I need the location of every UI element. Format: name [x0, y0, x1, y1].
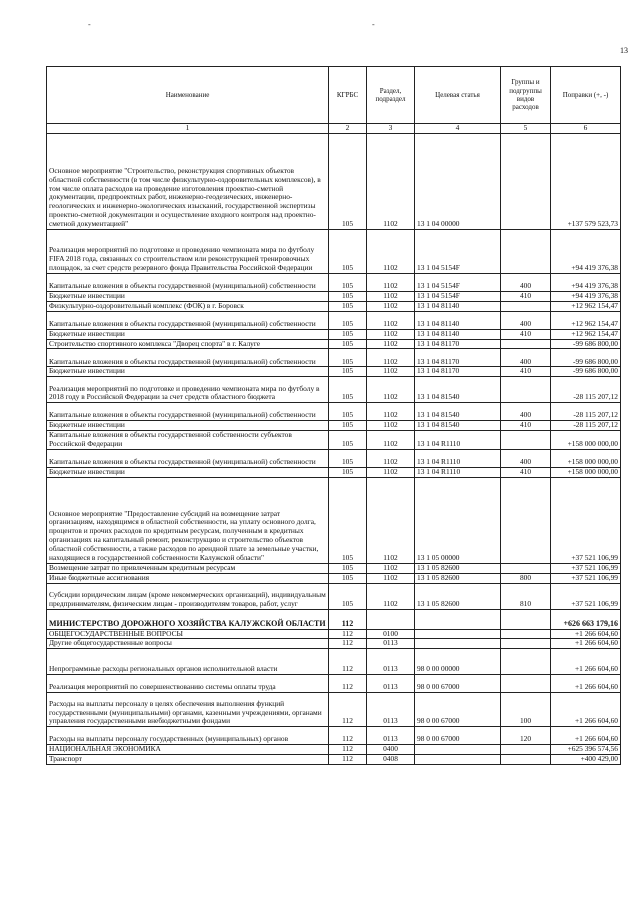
row-csr: 98 0 00 67000 [415, 727, 501, 745]
row-vr [501, 229, 551, 273]
row-amount: +12 962 154,47 [551, 329, 621, 339]
row-vr [501, 675, 551, 693]
table-body [47, 133, 621, 764]
row-amount: +1 266 604,60 [551, 693, 621, 727]
table-row [47, 377, 621, 403]
row-section: 1102 [367, 291, 415, 301]
row-vr: 410 [501, 467, 551, 477]
row-name: Капитальные вложения в объекты государственной (муниципальной) собственности [47, 273, 329, 291]
row-csr: 98 0 00 00000 [415, 649, 501, 675]
row-kgrbs: 105 [329, 403, 367, 421]
row-name: Реализация мероприятий по совершенствованию системы оплаты труда [47, 675, 329, 693]
row-csr: 13 1 04 R1110 [415, 431, 501, 450]
row-vr: 410 [501, 329, 551, 339]
row-section: 0100 [367, 629, 415, 639]
row-vr: 400 [501, 311, 551, 329]
header-amount: Поправки (+, -) [551, 67, 621, 124]
row-amount: -28 115 207,12 [551, 403, 621, 421]
table-row [47, 301, 621, 311]
row-name: Капитальные вложения в объекты государственной (муниципальной) собственности [47, 403, 329, 421]
header-section: Раздел, подраздел [367, 67, 415, 124]
table-header-row [47, 67, 621, 124]
row-kgrbs: 112 [329, 755, 367, 765]
header-name: Наименование [47, 67, 329, 124]
row-name: Иные бюджетные ассигнования [47, 573, 329, 583]
row-kgrbs: 105 [329, 339, 367, 349]
row-vr [501, 377, 551, 403]
row-kgrbs: 105 [329, 583, 367, 609]
row-csr: 13 1 04 81140 [415, 329, 501, 339]
row-name: ОБЩЕГОСУДАРСТВЕННЫЕ ВОПРОСЫ [47, 629, 329, 639]
row-amount: -28 115 207,12 [551, 421, 621, 431]
row-name: Другие общегосударственные вопросы [47, 639, 329, 649]
row-name: НАЦИОНАЛЬНАЯ ЭКОНОМИКА [47, 745, 329, 755]
row-section: 1102 [367, 349, 415, 367]
row-vr: 120 [501, 727, 551, 745]
column-number: 6 [551, 124, 621, 134]
row-name: Непрограммные расходы региональных органов исполнительной власти [47, 649, 329, 675]
row-kgrbs: 105 [329, 449, 367, 467]
column-number: 3 [367, 124, 415, 134]
row-csr [415, 755, 501, 765]
page-number: 13 [620, 46, 628, 55]
row-csr: 13 1 04 5154F [415, 273, 501, 291]
row-csr: 13 1 04 81140 [415, 301, 501, 311]
table-row [47, 431, 621, 450]
row-name: Строительство спортивного комплекса "Дворец спорта" в г. Калуге [47, 339, 329, 349]
table-row [47, 329, 621, 339]
header-csr: Целевая статья [415, 67, 501, 124]
row-amount: +625 396 574,56 [551, 745, 621, 755]
row-name: Основное мероприятие "Предоставление субсидий на возмещение затрат организациям, находящимся в областной собственности, на уплату основного долга, процентов и прочих расходов по кредитным ресурсам, полученным в кредитных организациях на капитальный ремонт, реконструкцию и строительство объектов областной собственности, а также расходов по арендной плате за земельные участки, находящиеся в государственной собственности Калужской области" [47, 477, 329, 563]
table-row [47, 403, 621, 421]
row-csr: 13 1 05 00000 [415, 477, 501, 563]
row-csr: 13 1 04 81170 [415, 349, 501, 367]
row-section: 1102 [367, 467, 415, 477]
row-amount: +37 521 106,99 [551, 573, 621, 583]
row-section: 1102 [367, 133, 415, 229]
row-kgrbs: 105 [329, 301, 367, 311]
table-row [47, 311, 621, 329]
row-amount: +94 419 376,38 [551, 291, 621, 301]
row-section: 1102 [367, 301, 415, 311]
row-section: 0113 [367, 693, 415, 727]
row-kgrbs: 112 [329, 639, 367, 649]
row-section: 1102 [367, 449, 415, 467]
row-vr [501, 745, 551, 755]
row-amount: +158 000 000,00 [551, 431, 621, 450]
row-vr [501, 609, 551, 629]
row-csr: 98 0 00 67000 [415, 693, 501, 727]
row-vr [501, 639, 551, 649]
row-vr [501, 755, 551, 765]
row-kgrbs: 105 [329, 431, 367, 450]
row-csr: 13 1 04 00000 [415, 133, 501, 229]
row-name: Бюджетные инвестиции [47, 421, 329, 431]
row-name: Бюджетные инвестиции [47, 367, 329, 377]
column-number: 2 [329, 124, 367, 134]
row-amount: +37 521 106,99 [551, 583, 621, 609]
row-section: 0113 [367, 727, 415, 745]
row-csr [415, 745, 501, 755]
row-amount: +12 962 154,47 [551, 311, 621, 329]
scan-mark: - [88, 20, 91, 29]
row-amount: +94 419 376,38 [551, 229, 621, 273]
table-row [47, 367, 621, 377]
table-row [47, 563, 621, 573]
row-kgrbs: 105 [329, 349, 367, 367]
row-csr: 98 0 00 67000 [415, 675, 501, 693]
table-row [47, 467, 621, 477]
row-name: Возмещение затрат по привлеченным кредитным ресурсам [47, 563, 329, 573]
row-vr: 410 [501, 367, 551, 377]
row-name: Физкультурно-оздоровительный комплекс (ФОК) в г. Боровск [47, 301, 329, 311]
table-row [47, 755, 621, 765]
row-section: 0113 [367, 675, 415, 693]
row-name: Бюджетные инвестиции [47, 291, 329, 301]
row-kgrbs: 112 [329, 693, 367, 727]
row-amount: +626 663 179,16 [551, 609, 621, 629]
row-csr [415, 639, 501, 649]
row-section: 1102 [367, 229, 415, 273]
row-section: 0408 [367, 755, 415, 765]
row-kgrbs: 105 [329, 291, 367, 301]
row-section: 0400 [367, 745, 415, 755]
row-name: Реализация мероприятий по подготовке и проведению чемпионата мира по футболу в 2018 году в Российской Федерации за счет средств областного бюджета [47, 377, 329, 403]
table-row [47, 727, 621, 745]
row-csr: 13 1 04 81170 [415, 367, 501, 377]
row-vr [501, 133, 551, 229]
table-row [47, 639, 621, 649]
row-csr: 13 1 04 81540 [415, 377, 501, 403]
column-number: 1 [47, 124, 329, 134]
row-section: 1102 [367, 477, 415, 563]
row-vr: 400 [501, 403, 551, 421]
row-vr: 410 [501, 291, 551, 301]
row-csr: 13 1 04 5154F [415, 291, 501, 301]
table-row [47, 573, 621, 583]
row-csr: 13 1 04 5154F [415, 229, 501, 273]
row-amount: -99 686 800,00 [551, 349, 621, 367]
row-amount: +400 429,00 [551, 755, 621, 765]
header-kgrbs: КГРБС [329, 67, 367, 124]
row-kgrbs: 105 [329, 573, 367, 583]
row-vr: 810 [501, 583, 551, 609]
row-section: 1102 [367, 339, 415, 349]
row-kgrbs: 105 [329, 229, 367, 273]
row-section: 0113 [367, 649, 415, 675]
row-vr: 400 [501, 273, 551, 291]
row-name: Транспорт [47, 755, 329, 765]
row-kgrbs: 105 [329, 133, 367, 229]
row-section: 1102 [367, 367, 415, 377]
row-vr [501, 431, 551, 450]
row-vr [501, 339, 551, 349]
table-row [47, 349, 621, 367]
row-name: Капитальные вложения в объекты государственной (муниципальной) собственности [47, 349, 329, 367]
column-number: 4 [415, 124, 501, 134]
row-name: Капитальные вложения в объекты государственной собственности субъектов Российской Федерации [47, 431, 329, 450]
row-section: 1102 [367, 431, 415, 450]
row-amount: +137 579 523,73 [551, 133, 621, 229]
table-row [47, 675, 621, 693]
row-csr: 13 1 05 82600 [415, 573, 501, 583]
row-vr [501, 649, 551, 675]
row-section: 1102 [367, 573, 415, 583]
table-row [47, 649, 621, 675]
row-csr [415, 629, 501, 639]
row-csr: 13 1 04 R1110 [415, 449, 501, 467]
row-csr: 13 1 05 82600 [415, 583, 501, 609]
table-row [47, 583, 621, 609]
table-row [47, 477, 621, 563]
row-amount: +37 521 106,99 [551, 563, 621, 573]
row-csr [415, 609, 501, 629]
row-csr: 13 1 05 82600 [415, 563, 501, 573]
row-vr: 100 [501, 693, 551, 727]
row-csr: 13 1 04 R1110 [415, 467, 501, 477]
row-section: 1102 [367, 421, 415, 431]
table-row [47, 273, 621, 291]
row-kgrbs: 105 [329, 273, 367, 291]
column-number-row [47, 124, 621, 134]
table-row [47, 745, 621, 755]
budget-amendments-table [46, 66, 621, 765]
row-kgrbs: 105 [329, 329, 367, 339]
row-kgrbs: 105 [329, 311, 367, 329]
row-kgrbs: 105 [329, 377, 367, 403]
row-amount: +158 000 000,00 [551, 449, 621, 467]
row-section [367, 609, 415, 629]
row-csr: 13 1 04 81170 [415, 339, 501, 349]
row-kgrbs: 112 [329, 649, 367, 675]
row-amount: +12 962 154,47 [551, 301, 621, 311]
scan-mark: - [372, 20, 375, 29]
table-row [47, 133, 621, 229]
row-csr: 13 1 04 81140 [415, 311, 501, 329]
row-vr: 410 [501, 421, 551, 431]
row-amount: +1 266 604,60 [551, 629, 621, 639]
row-vr [501, 477, 551, 563]
column-number: 5 [501, 124, 551, 134]
row-section: 1102 [367, 273, 415, 291]
row-kgrbs: 112 [329, 675, 367, 693]
row-name: МИНИСТЕРСТВО ДОРОЖНОГО ХОЗЯЙСТВА КАЛУЖСКОЙ ОБЛАСТИ [47, 609, 329, 629]
table-row [47, 609, 621, 629]
table-row [47, 291, 621, 301]
row-vr: 800 [501, 573, 551, 583]
row-section: 0113 [367, 639, 415, 649]
row-section: 1102 [367, 377, 415, 403]
row-csr: 13 1 04 81540 [415, 403, 501, 421]
row-amount: -99 686 800,00 [551, 339, 621, 349]
row-name: Расходы на выплаты персоналу в целях обеспечения выполнения функций государственными (муниципальными) органами, казенными учреждениями, органами управления государственными внебюджетными фондами [47, 693, 329, 727]
row-name: Бюджетные инвестиции [47, 329, 329, 339]
row-name: Расходы на выплаты персоналу государственных (муниципальных) органов [47, 727, 329, 745]
row-amount: +1 266 604,60 [551, 675, 621, 693]
row-vr [501, 563, 551, 573]
row-kgrbs: 112 [329, 609, 367, 629]
row-csr: 13 1 04 81540 [415, 421, 501, 431]
row-amount: -99 686 800,00 [551, 367, 621, 377]
row-name: Капитальные вложения в объекты государственной (муниципальной) собственности [47, 449, 329, 467]
row-kgrbs: 105 [329, 477, 367, 563]
row-section: 1102 [367, 329, 415, 339]
row-vr: 400 [501, 449, 551, 467]
row-section: 1102 [367, 403, 415, 421]
row-vr [501, 629, 551, 639]
row-section: 1102 [367, 563, 415, 573]
row-amount: +94 419 376,38 [551, 273, 621, 291]
row-amount: +1 266 604,60 [551, 727, 621, 745]
row-section: 1102 [367, 311, 415, 329]
row-kgrbs: 105 [329, 563, 367, 573]
row-kgrbs: 112 [329, 727, 367, 745]
row-amount: -28 115 207,12 [551, 377, 621, 403]
row-kgrbs: 105 [329, 421, 367, 431]
row-vr: 400 [501, 349, 551, 367]
header-vr: Группы и подгруппы видов расходов [501, 67, 551, 124]
row-section: 1102 [367, 583, 415, 609]
table-row [47, 693, 621, 727]
row-kgrbs: 112 [329, 629, 367, 639]
row-name: Субсидии юридическим лицам (кроме некоммерческих организаций), индивидуальным предпринимателям, физическим лицам - производителям товаров, работ, услуг [47, 583, 329, 609]
row-kgrbs: 105 [329, 467, 367, 477]
table-row [47, 449, 621, 467]
row-amount: +1 266 604,60 [551, 639, 621, 649]
row-kgrbs: 105 [329, 367, 367, 377]
table-row [47, 339, 621, 349]
row-kgrbs: 112 [329, 745, 367, 755]
row-name: Основное мероприятие "Строительство, реконструкция спортивных объектов областной собственности (в том числе физкультурно-оздоровительных комплексов), в том числе оплата расходов на проведение изготовления проектно-сметной документации, предпроектных работ, инженерно-геодезических, инженерно-геологических и инженерно-экологических изысканий, государственной экспертизы проектно-сметной документации и осуществление входного контроля над проектно-сметной документацией" [47, 133, 329, 229]
row-amount: +158 000 000,00 [551, 467, 621, 477]
row-name: Бюджетные инвестиции [47, 467, 329, 477]
row-amount: +37 521 106,99 [551, 477, 621, 563]
table-row [47, 229, 621, 273]
row-vr [501, 301, 551, 311]
row-amount: +1 266 604,60 [551, 649, 621, 675]
row-name: Капитальные вложения в объекты государственной (муниципальной) собственности [47, 311, 329, 329]
row-name: Реализация мероприятий по подготовке и проведению чемпионата мира по футболу FIFA 2018 года, связанных со строительством или реконструкцией тренировочных площадок, за счет средств резервного фонда Правительства Российской Федерации [47, 229, 329, 273]
